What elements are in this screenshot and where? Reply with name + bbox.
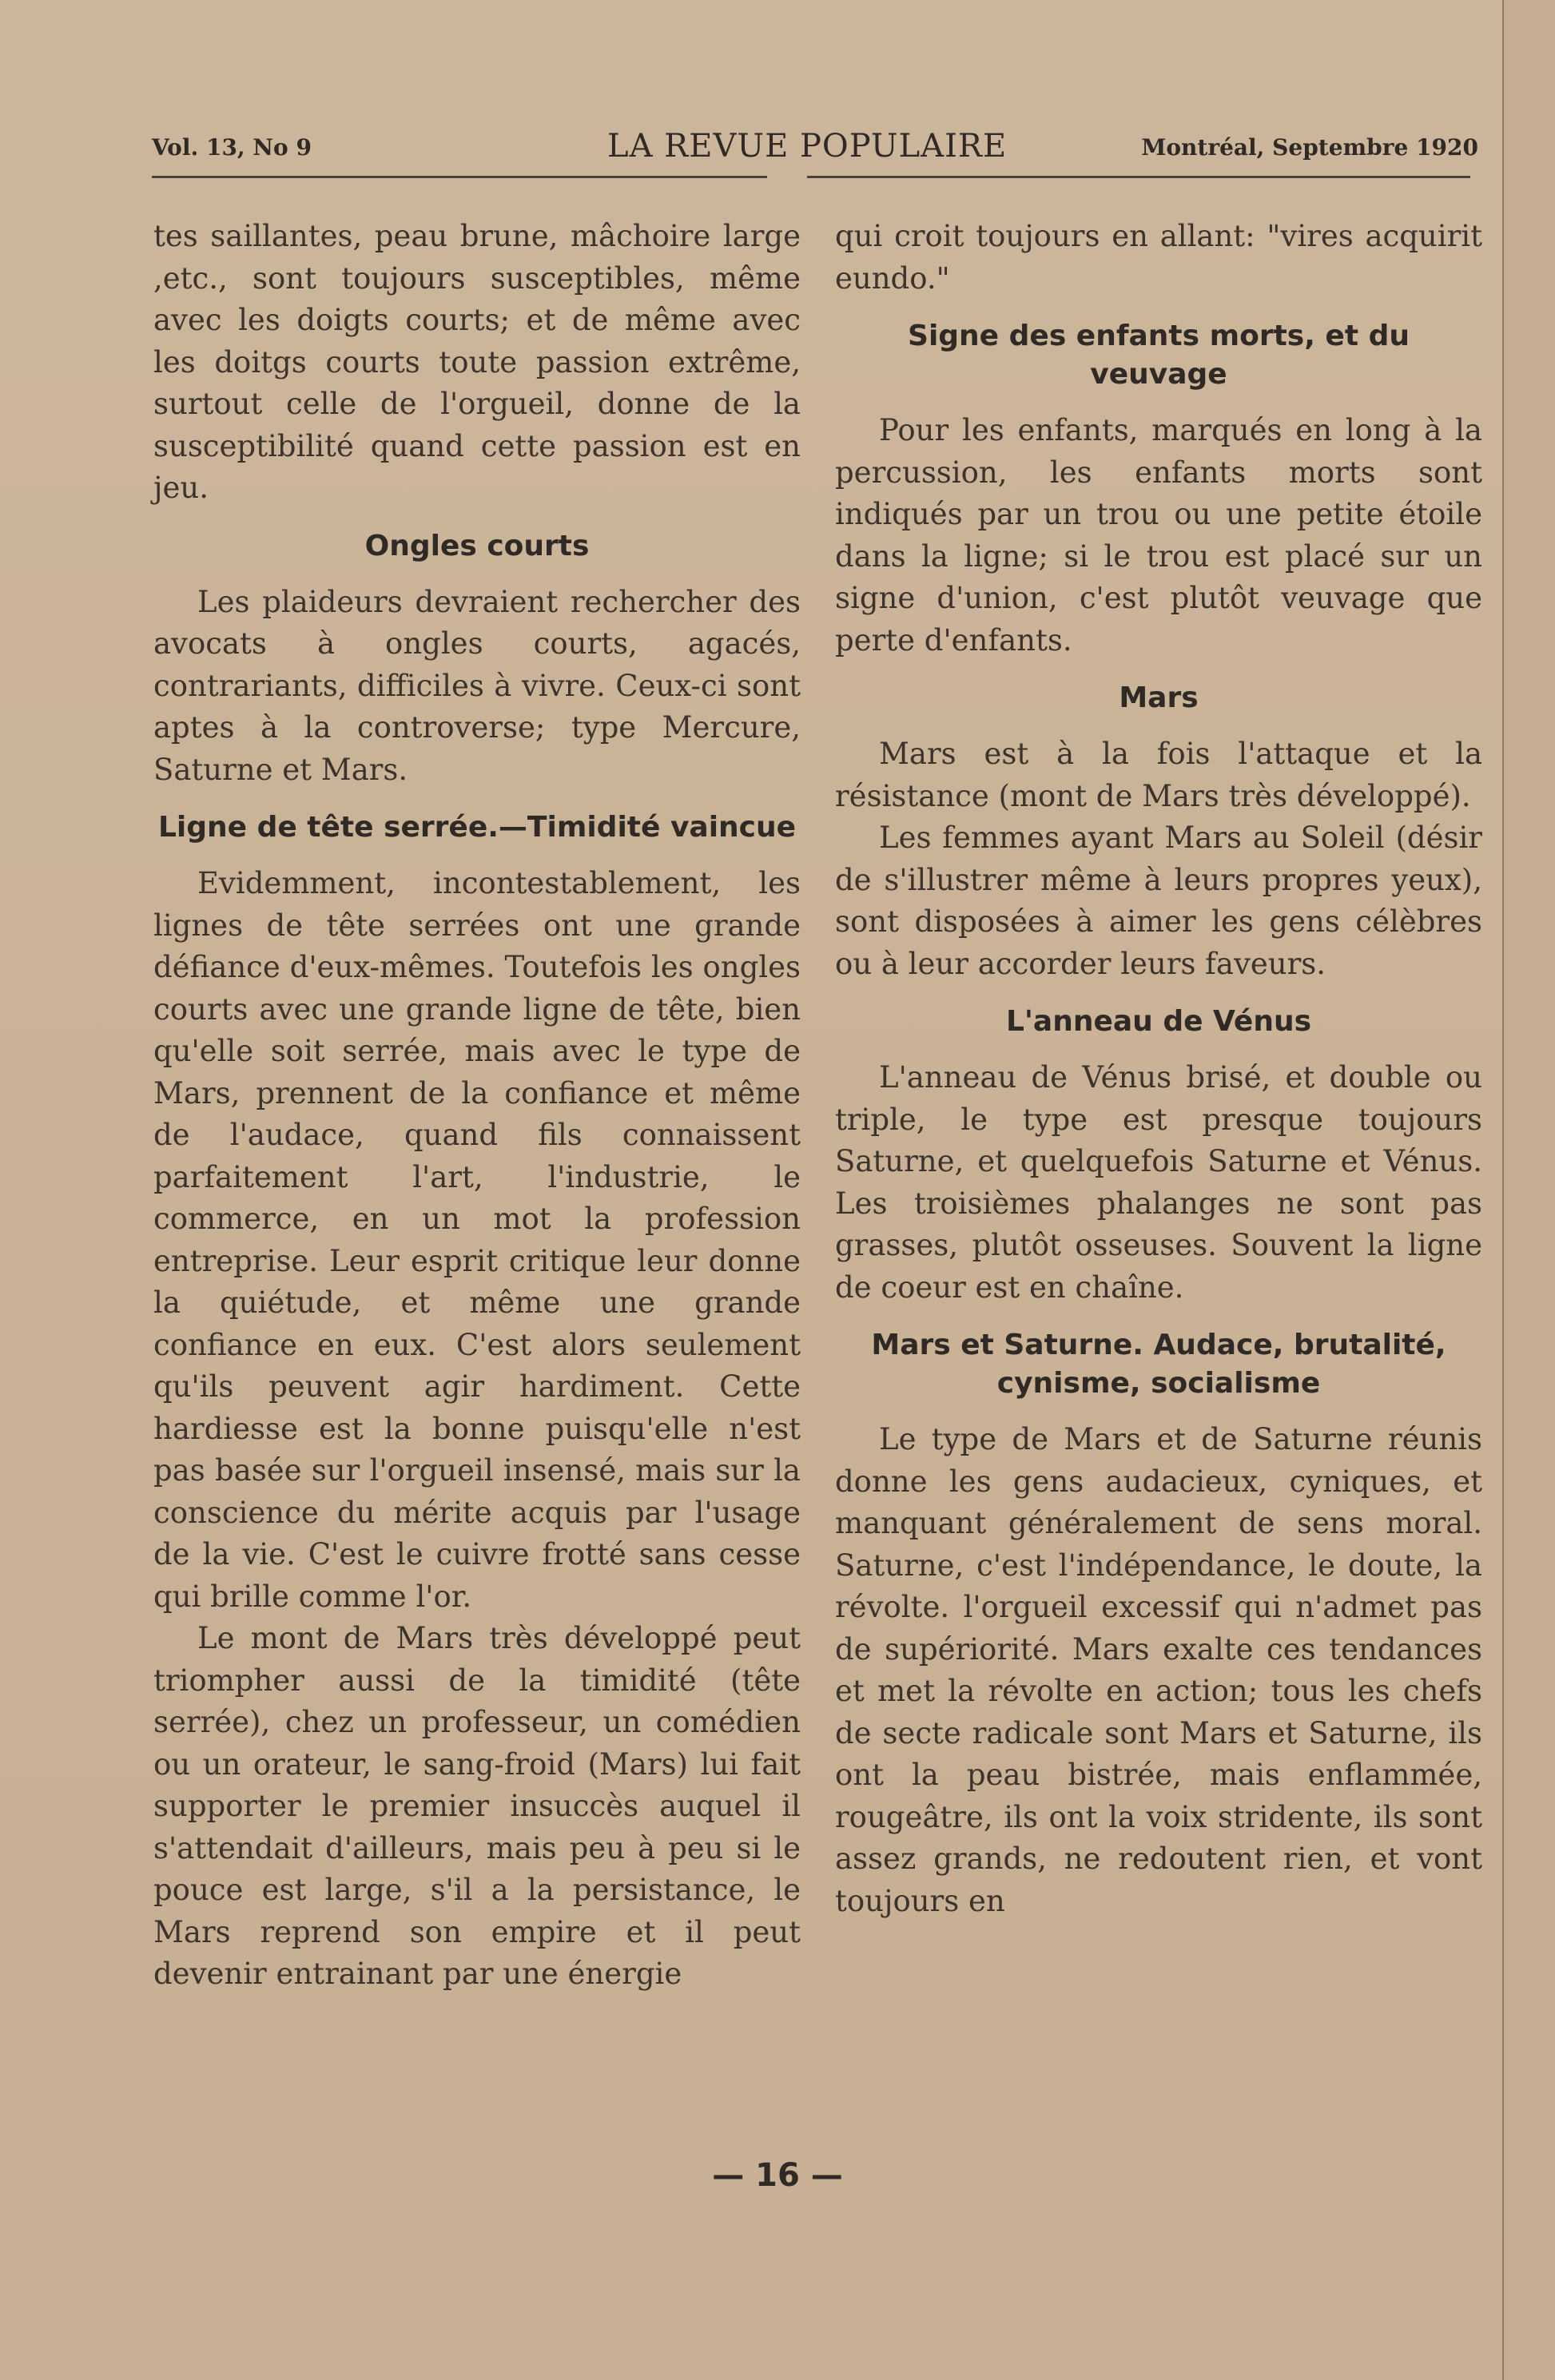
paragraph: Le type de Mars et de Saturne réunis donne les gens audacieux, cyniques, et manquant généralement de sens moral. Saturne, c'est l'indépendance, le doute, la révolte. l'orgueil excessif qui n'admet pas de supériorité. Mars exalte ces tendances et met la révolte en action; tous les chefs de secte radicale sont Mars et Saturne, ils ont la peau bistrée, mais enflammée, rougeâtre, ils ont la voix stridente, ils sont assez grands, ne redoutent rien, et vont toujours en [835, 1422, 1482, 1918]
page-number: — 16 — [712, 2157, 843, 2194]
paragraph: tes saillantes, peau brune, mâchoire large ,etc., sont toujours susceptibles, même avec les doigts courts; et de même avec les doitgs courts toute passion extrême, surtout celle de l'orgueil, donne de la susceptibilité quand cette passion est en jeu. [153, 219, 801, 505]
section-heading: Ligne de tête serrée.—Timidité vaincue [157, 811, 797, 844]
header-rule-right [807, 176, 1470, 178]
page-header [152, 128, 1478, 176]
section-heading: Mars et Saturne. Audace, brutalité, cynisme, socialisme [871, 1329, 1446, 1400]
paragraph: Evidemment, incontestablement, les lignes de tête serrées ont une grande défiance d'eux-mêmes. Toutefois les ongles courts avec une grande ligne de tête, bien qu'elle soit serrée, mais avec le type de Mars, prennent de la confiance et même de l'audace, quand fils connaissent parfaitement l'art, l'industrie, le commerce, en un mot la profession entreprise. Leur esprit critique leur donne la quiétude, et même une grande confiance en eux. C'est alors seulement qu'ils peuvent agir hardiment. Cette hardiesse est la bonne puisqu'elle n'est pas basée sur l'orgueil insensé, mais sur la conscience du mérite acquis par l'usage de la vie. C'est le cuivre frotté sans cesse qui brille comme l'or. [153, 866, 801, 1614]
section-heading: Mars [1119, 681, 1199, 714]
paragraph: L'anneau de Vénus brisé, et double ou triple, le type est presque toujours Saturne, et quelquefois Saturne et Vénus. Les troisièmes phalanges ne sont pas grasses, plutôt osseuses. Souvent la ligne de coeur est en chaîne. [835, 1060, 1482, 1305]
right-column [835, 216, 1482, 1922]
paragraph: Les plaideurs devraient rechercher des avocats à ongles courts, agacés, contrariants, difficiles à vivre. Ceux-ci sont aptes à la controverse; type Mercure, Saturne et Mars. [153, 584, 801, 787]
section-heading: Ongles courts [364, 529, 590, 562]
paragraph: Mars est à la fois l'attaque et la résistance (mont de Mars très développé). [835, 737, 1482, 813]
paragraph: qui croit toujours en allant: "vires acquirit eundo." [835, 219, 1482, 296]
section-heading: L'anneau de Vénus [1005, 1005, 1312, 1038]
paragraph: Pour les enfants, marqués en long à la percussion, les enfants morts sont indiqués par un trou ou une petite étoile dans la ligne; si le trou est placé sur un signe d'union, c'est plutôt veuvage que perte d'enfants. [835, 413, 1482, 658]
paragraph: Le mont de Mars très développé peut triompher aussi de la timidité (tête serrée), chez un professeur, un comédien ou un orateur, le sang-froid (Mars) lui fait supporter le premier insuccès auquel il s'attendait d'ailleurs, mais peu à peu si le pouce est large, s'il a la persistance, le Mars reprend son empire et il peut devenir entrainant par une énergie [153, 1621, 801, 1991]
section-heading: Signe des enfants morts, et du veuvage [908, 320, 1410, 391]
left-column [153, 216, 801, 1996]
header-rule-left [152, 176, 767, 178]
dateline: Montréal, Septembre 1920 [1141, 134, 1478, 161]
publication-title: LA REVUE POPULAIRE [607, 128, 1008, 165]
paragraph: Les femmes ayant Mars au Soleil (désir de s'illustrer même à leurs propres yeux), sont disposées à aimer les gens célèbres ou à leur accorder leurs faveurs. [835, 820, 1482, 981]
volume-number: Vol. 13, No 9 [152, 134, 312, 161]
adjacent-page-edge [1502, 0, 1555, 2380]
